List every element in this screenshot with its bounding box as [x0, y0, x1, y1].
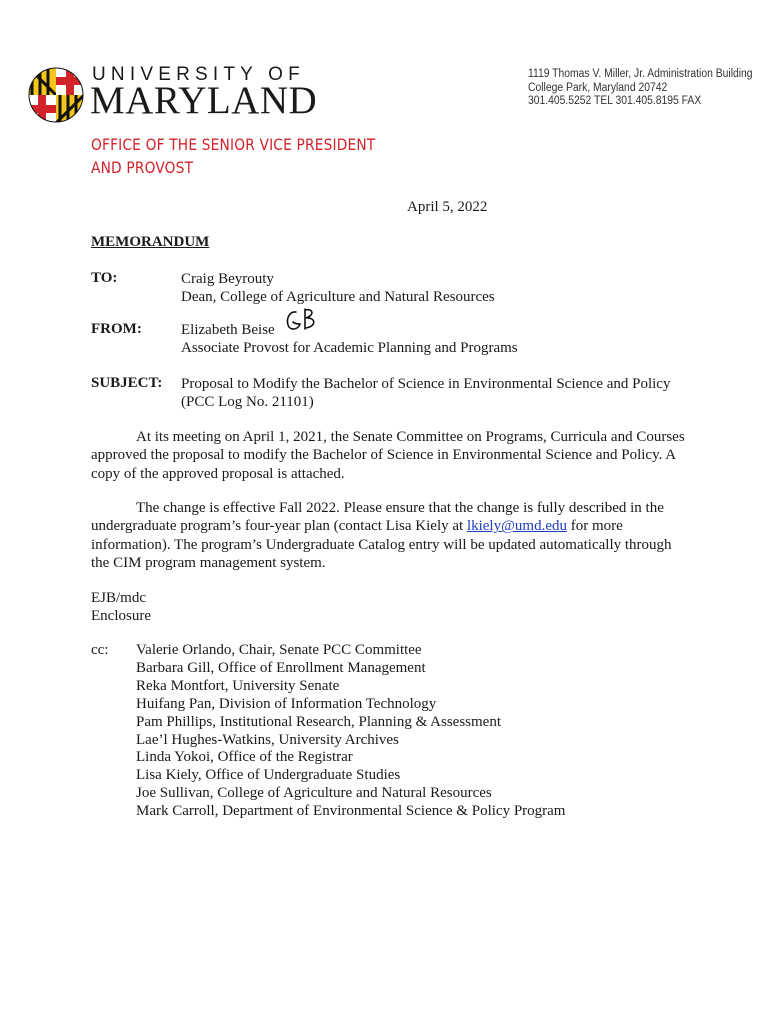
subject-label: SUBJECT: — [91, 375, 163, 391]
memo-date: April 5, 2022 — [407, 199, 488, 215]
cc-recipient-list — [136, 642, 565, 821]
to-label: TO: — [91, 270, 118, 286]
to-title: Dean, College of Agriculture and Natural Resources — [181, 289, 495, 305]
address-line-1: 1119 Thomas V. Miller, Jr. Administration Building — [528, 68, 753, 80]
to-name: Craig Beyrouty — [181, 271, 274, 287]
cc-label: cc: — [91, 642, 109, 658]
email-link[interactable]: lkiely@umd.edu — [466, 518, 567, 535]
from-sender — [181, 321, 518, 357]
cc-recipient: Linda Yokoi, Office of the Registrar — [136, 749, 353, 766]
address-line-3: 301.405.5252 TEL 301.405.8195 FAX — [528, 95, 702, 107]
subject-text — [181, 375, 670, 411]
maryland-wordmark: MARYLAND — [90, 79, 318, 122]
cc-recipient: Lisa Kiely, Office of Undergraduate Studies — [136, 767, 401, 784]
paragraph-2-text-end: for more information). The program’s Undergraduate Catalog entry will be updated automatically through the CIM program management system. — [91, 518, 672, 571]
office-line-1: OFFICE OF THE SENIOR VICE PRESIDENT — [91, 135, 376, 154]
cc-recipient: Reka Montfort, University Senate — [136, 677, 340, 694]
from-title: Associate Provost for Academic Planning and Programs — [181, 340, 518, 356]
typist-initials: EJB/mdc — [91, 590, 146, 606]
university-seal-logo — [28, 67, 84, 123]
memo-heading: MEMORANDUM — [91, 234, 210, 250]
address-line-2: College Park, Maryland 20742 — [528, 81, 668, 94]
cc-recipient: Lae’l Hughes-Watkins, University Archives — [136, 731, 399, 748]
cc-recipient: Joe Sullivan, College of Agriculture and Natural Resources — [136, 785, 492, 802]
cc-recipient: Pam Phillips, Institutional Research, Planning & Assessment — [136, 713, 501, 730]
body-paragraph-2 — [91, 499, 691, 572]
university-wordmark: UNIVERSITY OF — [92, 64, 305, 85]
cc-recipient: Barbara Gill, Office of Enrollment Management — [136, 659, 426, 676]
subject-line-1: Proposal to Modify the Bachelor of Science in Environmental Science and Policy — [181, 376, 671, 392]
from-label: FROM: — [91, 321, 142, 337]
body-paragraph-1: At its meeting on April 1, 2021, the Senate Committee on Programs, Curricula and Courses approved the proposal to modify the Bachelor of Science in Environmental Science and Policy. A copy of the approved proposal is attached. — [91, 429, 685, 482]
cc-recipient: Mark Carroll, Department of Environmental Science & Policy Program — [136, 803, 566, 820]
paragraph-2-text-start: The change is effective Fall 2022. Please ensure that the change is fully described in the undergraduate program’s four-year plan (contact Lisa Kiely at — [91, 500, 664, 535]
from-name: Elizabeth Beise — [181, 322, 275, 338]
enclosure-note: Enclosure — [91, 608, 151, 624]
office-address — [528, 68, 753, 109]
office-line-2: AND PROVOST — [91, 158, 194, 177]
initials-block — [91, 589, 151, 625]
cc-recipient: Valerie Orlando, Chair, Senate PCC Committee — [136, 642, 422, 658]
office-name — [91, 133, 375, 179]
cc-recipient: Huifang Pan, Division of Information Technology — [136, 695, 437, 712]
to-recipient — [181, 270, 495, 306]
handwritten-signature — [283, 306, 323, 336]
subject-line-2: (PCC Log No. 21101) — [181, 394, 314, 410]
